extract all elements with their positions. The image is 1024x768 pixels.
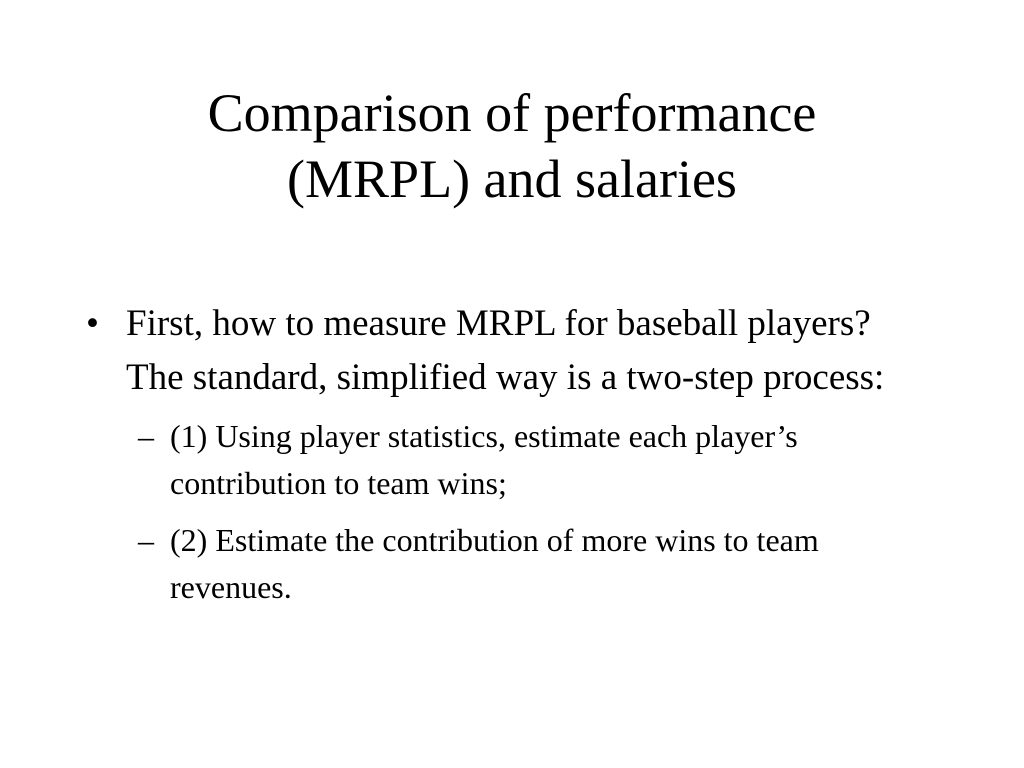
sub-bullet-marker: – — [138, 522, 154, 558]
bullet-text: First, how to measure MRPL for baseball players? The standard, simplified way is a two-step process: — [126, 303, 885, 398]
sub-bullet-item — [86, 413, 926, 507]
sub-bullet-text: (1) Using player statistics, estimate each player’s contribution to team wins; — [170, 418, 798, 501]
bullet-item — [86, 297, 926, 405]
slide-body — [86, 297, 926, 621]
sub-bullet-text: (2) Estimate the contribution of more wins to team revenues. — [170, 522, 819, 605]
slide-title — [80, 80, 944, 212]
sub-bullet-marker: – — [138, 418, 154, 454]
bullet-marker: • — [86, 303, 99, 344]
slide-title-line-1: Comparison of performance — [207, 83, 817, 143]
slide-title-line-2: (MRPL) and salaries — [287, 149, 737, 209]
sub-bullet-item — [86, 517, 926, 611]
